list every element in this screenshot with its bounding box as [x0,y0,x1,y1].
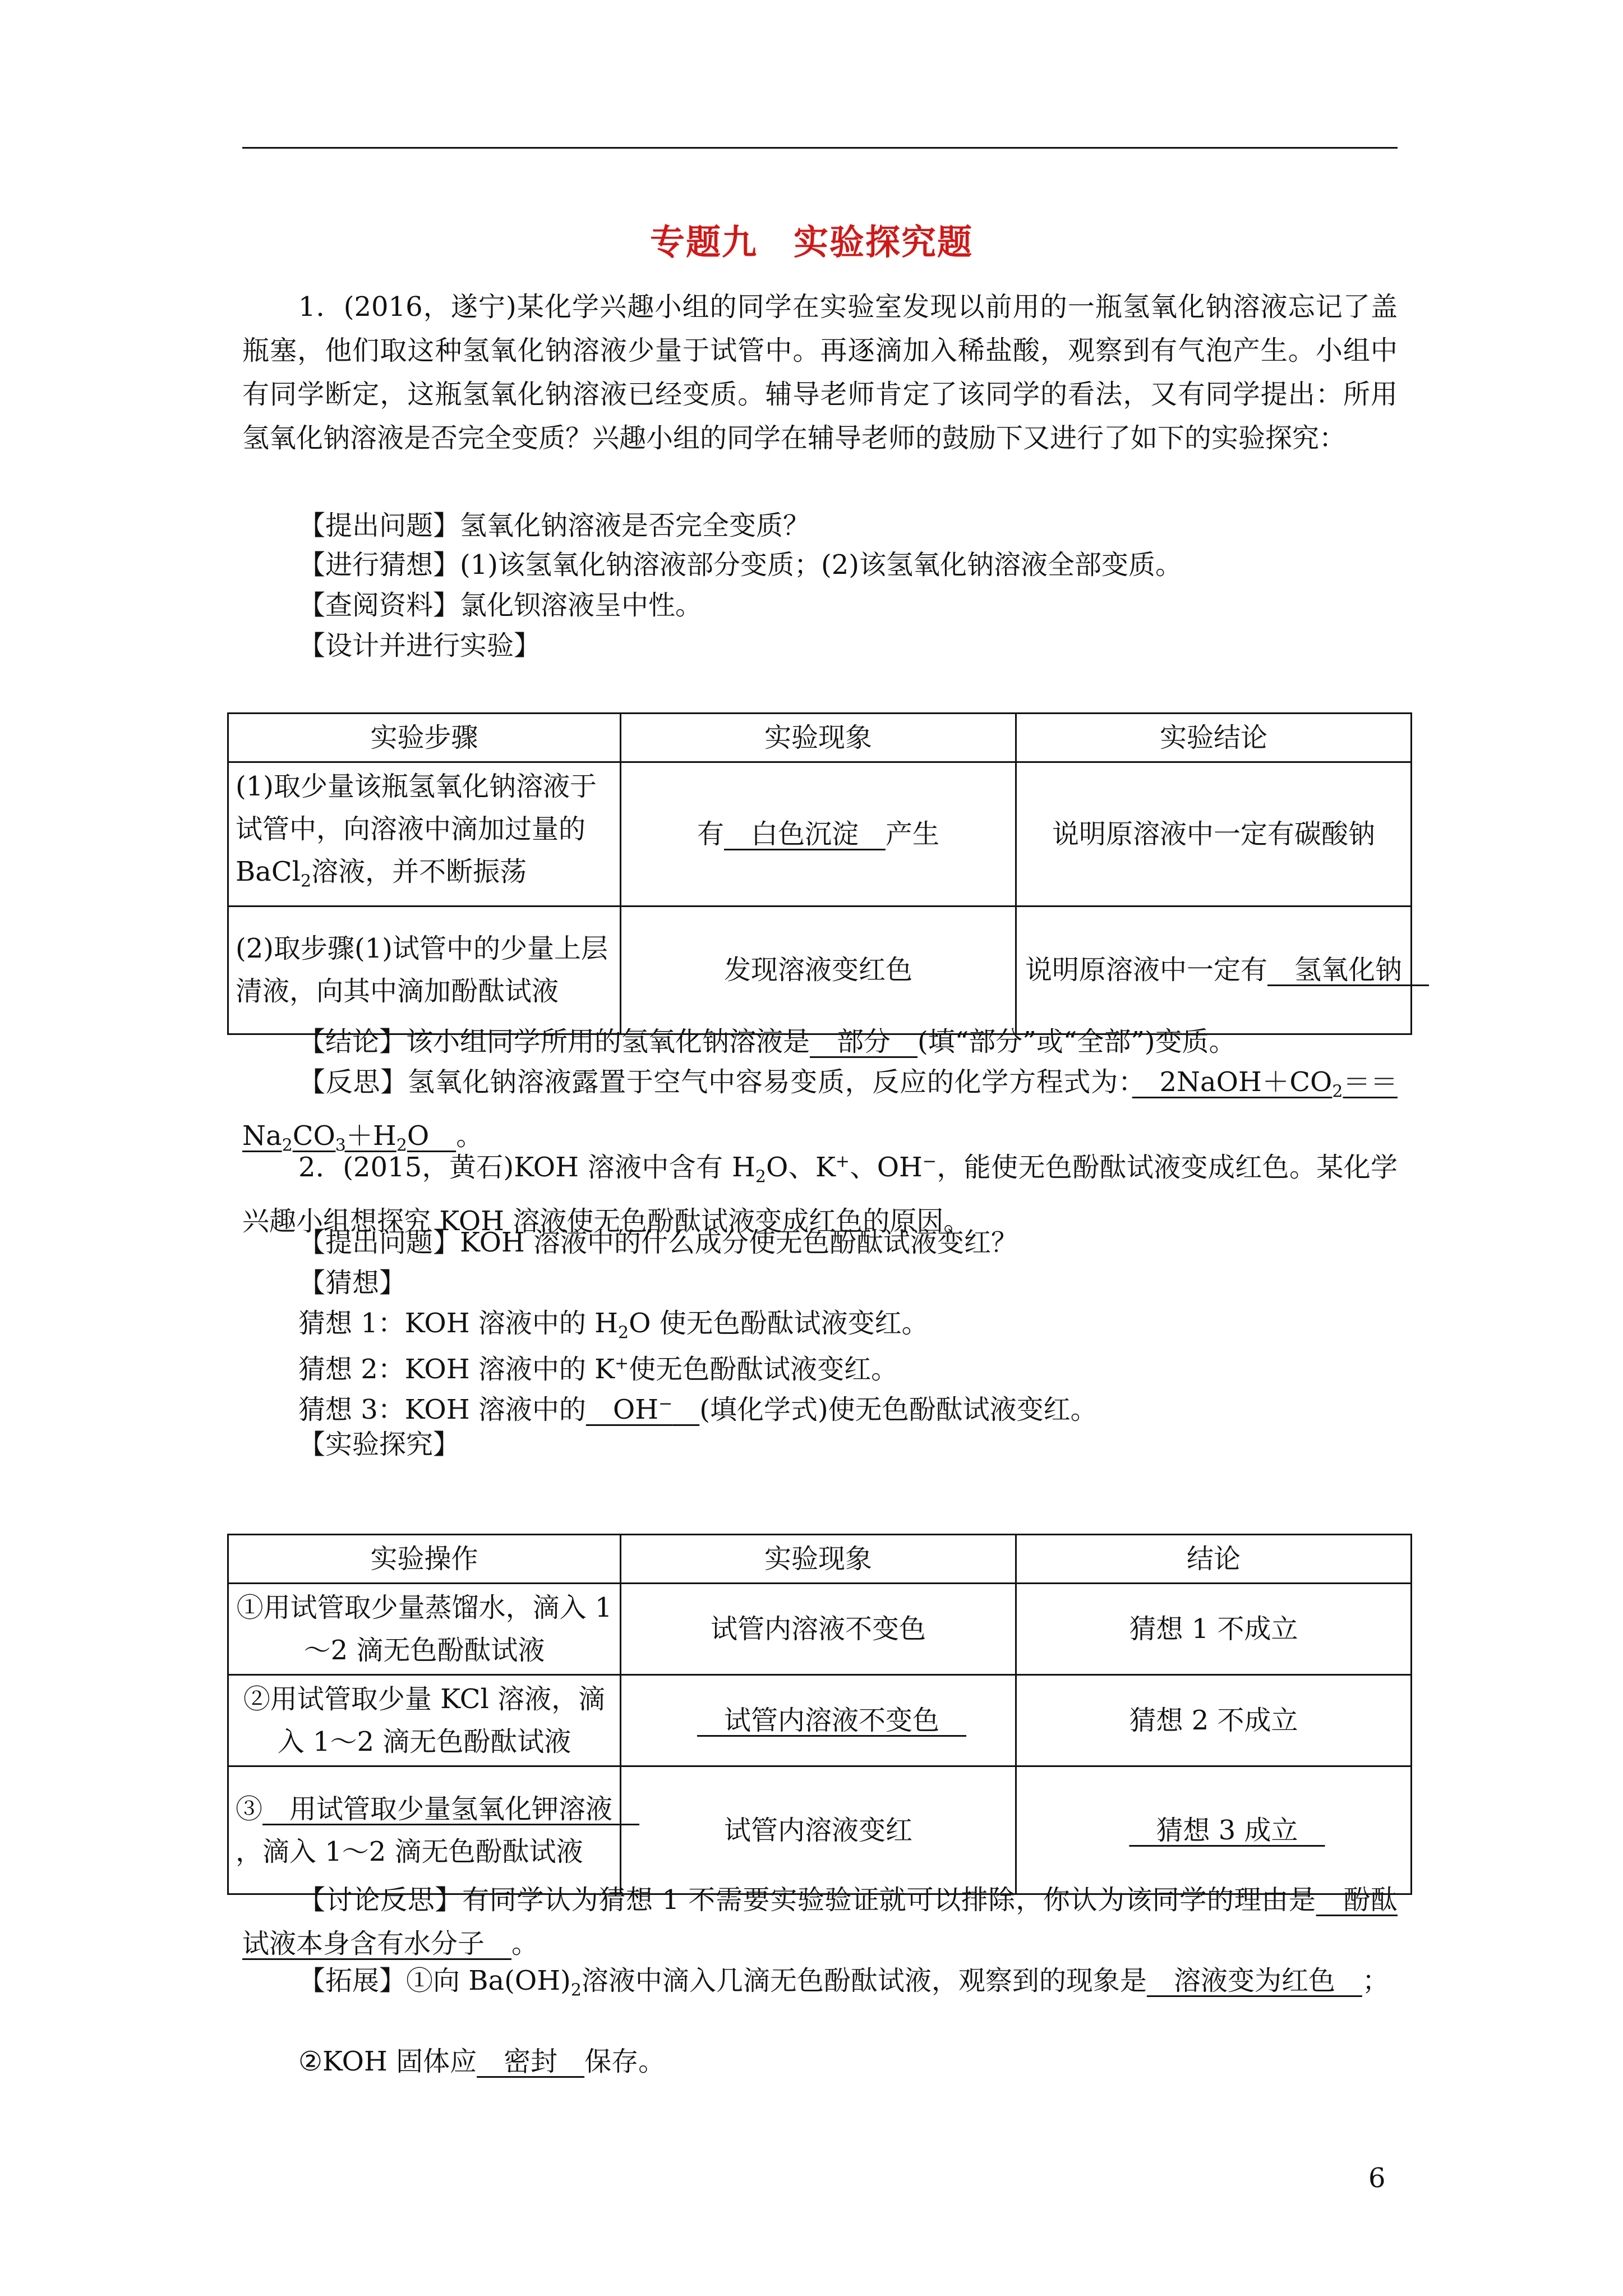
q2-explore: 【实验探究】 [298,1429,460,1460]
table-header-row [228,714,1412,762]
answer-blank: OH− [585,1394,673,1425]
phenomenon-cell: 有 白色沉淀 产生 [621,762,1016,907]
q1-problem: 【提出问题】氢氧化钠溶液是否完全变质？ [298,510,810,541]
conclusion-cell [1016,1766,1412,1894]
table-row [228,1675,1412,1766]
answer-blank: 白色沉淀 [723,818,886,850]
q1-reflect: 【反思】氢氧化钠溶液露置于空气中容易变质，反应的化学方程式为： $2NaOH+CO_2==Na_2CO_3+H_2O$ 。 [242,1066,1398,1156]
conclusion-cell: 猜想 2 不成立 [1016,1675,1412,1766]
operation-cell: ②用试管取少量 KCl 溶液，滴入 1～2 滴无色酚酞试液 [228,1675,621,1766]
table-header: 实验操作 [228,1535,621,1584]
step-cell: (2)取步骤(1)试管中的少量上层清液，向其中滴加酚酞试液 [228,906,621,1034]
conclusion-cell: 说明原溶液中一定有碳酸钠 [1016,762,1412,907]
q1-table [227,712,1430,1035]
answer-equation: $2NaOH+CO_2==Na_2CO_3+H_2O$ [242,1066,1398,1156]
q2-table [227,1534,1412,1895]
q2-guess-head: 【猜想】 [298,1267,407,1299]
answer-blank: 试管内溶液不变色 [697,1705,966,1736]
q2-guess2: 猜想 2：KOH 溶液中的 K+使无色酚酞试液变红。 [298,1354,898,1385]
table-row [228,762,1412,907]
header-rule [242,147,1398,149]
q2-problem: 【提出问题】KOH 溶液中的什么成分使无色酚酞试液变红？ [298,1227,1018,1258]
q1-intro: 1．(2016，遂宁)某化学兴趣小组的同学在实验室发现以前用的一瓶氢氧化钠溶液忘记了盖瓶塞，他们取这种氢氧化钠溶液少量于试管中。再逐滴加入稀盐酸，观察到有气泡产生。小组中有同学断定，这瓶氢氧化钠溶液已经变质。辅导老师肯定了该同学的看法，又有同学提出：所用氢氧化钠溶液是否完全变质？兴趣小组的同学在辅导老师的鼓励下又进行了如下的实验探究： [242,291,1398,454]
table-row [228,906,1412,1034]
answer-blank: 密封 [477,2046,585,2077]
q2-guess1: 猜想 1：KOH 溶液中的 $H_2O$ 使无色酚酞试液变红。 [298,1308,929,1343]
q2-extension-1: 【拓展】①向 $Ba(OH)_2$溶液中滴入几滴无色酚酞试液，观察到的现象是 溶液变为红色 ； [298,1965,1389,2000]
page-number: 6 [1368,2162,1386,2194]
answer-blank: 猜想 3 成立 [1129,1814,1325,1846]
phenomenon-cell: 发现溶液变红色 [621,906,1016,1034]
table-header-row [228,1535,1412,1584]
q1-conclusion: 【结论】该小组同学所用的氢氧化钠溶液是 部分 (填“部分”或“全部”)变质。 [298,1026,1236,1057]
q1-data: 【查阅资料】氯化钡溶液呈中性。 [298,590,703,621]
q2-guess3: 猜想 3：KOH 溶液中的 OH− (填化学式)使无色酚酞试液变红。 [298,1394,1098,1425]
answer-blank: 溶液变为红色 [1146,1965,1362,1996]
page-title: 专题九 实验探究题 [649,222,973,263]
operation-cell: ③ 用试管取少量氢氧化钾溶液 ，滴入 1～2 滴无色酚酞试液 [228,1766,621,1894]
conclusion-cell: 猜想 1 不成立 [1016,1584,1412,1675]
conclusion-cell: 说明原溶液中一定有 氢氧化钠 [1016,906,1412,1034]
q2-discuss: 【讨论反思】有同学认为猜想 1 不需要实验验证就可以排除，你认为该同学的理由是 酚酞试液本身含有水分子 。 [242,1884,1398,1959]
answer-blank: 酚酞试液本身含有水分子 [242,1884,1398,1959]
table-header: 实验现象 [621,1535,1016,1584]
table-header: 结论 [1016,1535,1412,1584]
answer-blank: 部分 [810,1026,918,1057]
q1-design: 【设计并进行实验】 [298,630,541,661]
table-header: 实验现象 [621,714,1016,762]
phenomenon-cell: 试管内溶液不变色 [621,1584,1016,1675]
q1-guess: 【进行猜想】(1)该氢氧化钠溶液部分变质；(2)该氢氧化钠溶液全部变质。 [298,549,1182,581]
q2-intro: 2．(2015，黄石)KOH 溶液中含有 $H_2O$、K+、OH−，能使无色酚酞试液变成红色。某化学兴趣小组想探究 KOH 溶液使无色酚酞试液变成红色的原因。 [242,1152,1398,1237]
phenomenon-cell: 试管内溶液变红 [621,1766,1016,1894]
answer-blank: 氢氧化钠 [1267,954,1430,986]
step-cell: (1)取少量该瓶氢氧化钠溶液于试管中，向溶液中滴加过量的 BaCl$_2$溶液，并不断振荡 [228,762,621,907]
answer-blank: 用试管取少量氢氧化钾溶液 [262,1793,640,1825]
table-header: 实验步骤 [228,714,621,762]
table-row [228,1766,1412,1894]
operation-cell: ①用试管取少量蒸馏水，滴入 1～2 滴无色酚酞试液 [228,1584,621,1675]
table-header: 实验结论 [1016,714,1412,762]
q2-extension-2: ②KOH 固体应 密封 保存。 [298,2046,666,2077]
phenomenon-cell [621,1675,1016,1766]
table-row [228,1584,1412,1675]
